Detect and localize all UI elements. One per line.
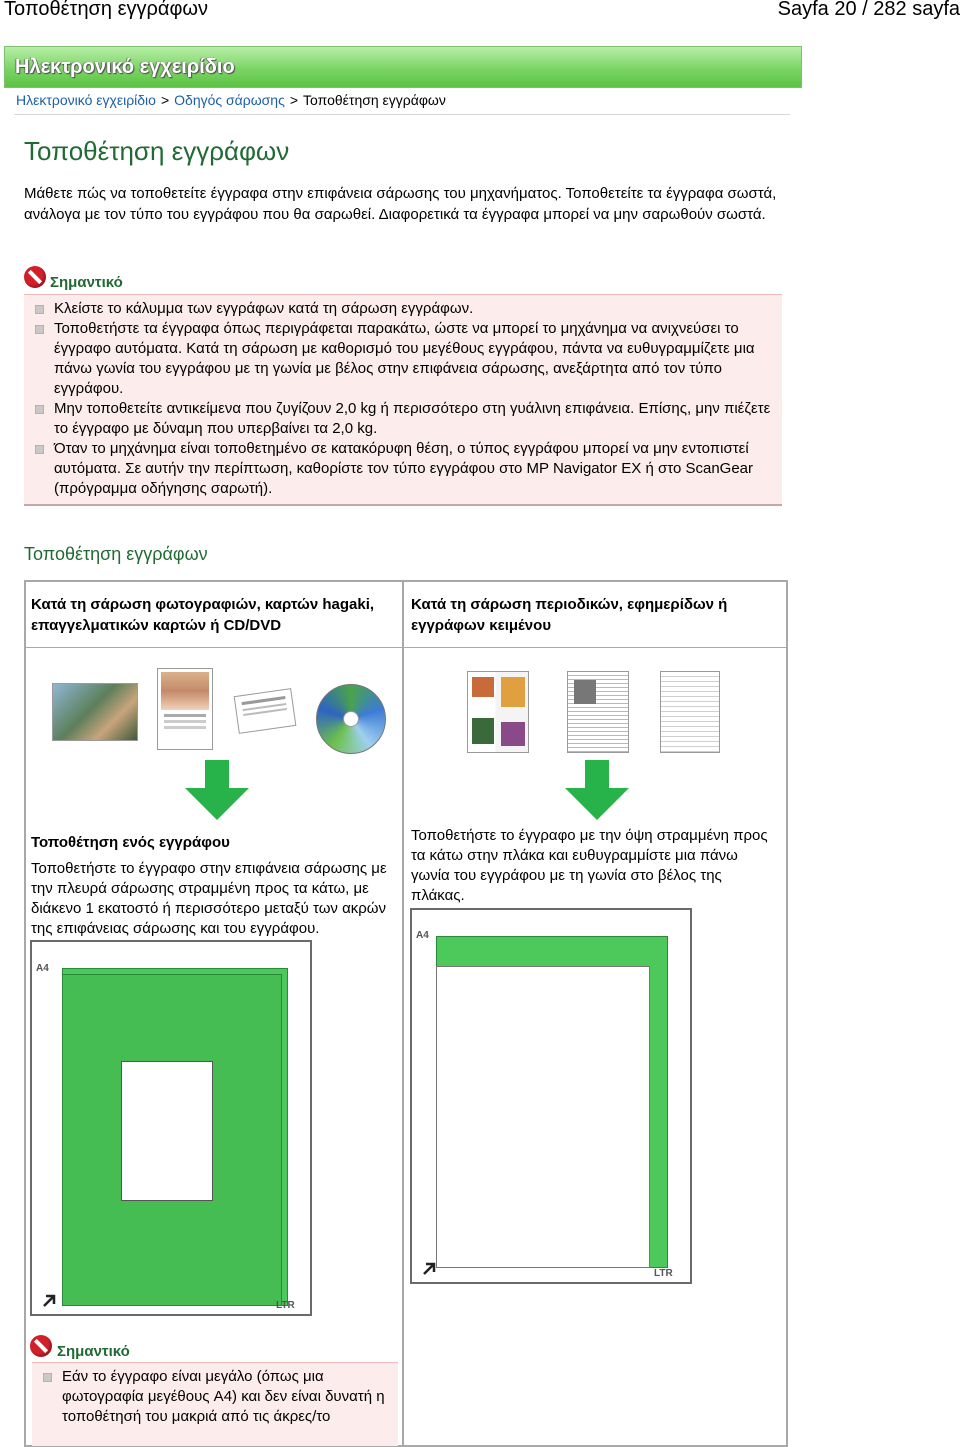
important-note-2 xyxy=(32,1362,398,1446)
a4-label: A4 xyxy=(36,963,49,974)
list-item: Όταν το μηχάνημα είναι τοποθετημένο σε κατακόρυφη θέση, ο τύπος εγγράφου μπορεί να μην εντοπιστεί αυτόματα. Σε αυτήν την περίπτωση, καθορίστε τον τύπο εγγράφου στο MP Navigator EX ή στο ScanGear (πρόγραμμα οδήγησης σαρωτή). xyxy=(24,439,782,499)
platen-diagram-right xyxy=(410,908,692,1284)
list-item: Εάν το έγγραφο είναι μεγάλο (όπως μια φωτογραφία μεγέθους A4) και δεν είναι δυνατή η τοποθέτησή του μακριά από τις άκρες/το xyxy=(32,1367,398,1427)
single-document-instructions: Τοποθετήστε το έγγραφο στην επιφάνεια σάρωσης με την πλευρά σάρωσης στραμμένη προς τα κάτω, με διάκενο 1 εκατοστό ή περισσότερο μεταξύ των ακρών της επιφάνειας σάρωσης και του εγγράφου. xyxy=(31,860,387,937)
breadcrumb-separator: > xyxy=(289,92,299,108)
section-title: Τοποθέτηση εγγράφων xyxy=(24,544,208,564)
prohibited-icon xyxy=(30,1335,52,1357)
table-header-divider xyxy=(24,647,788,648)
manual-banner xyxy=(4,46,802,88)
breadcrumb-current: Τοποθέτηση εγγράφων xyxy=(303,92,446,108)
magazine-thumbnail xyxy=(467,671,529,753)
disc-thumbnail xyxy=(316,684,386,754)
list-item: Κλείστε το κάλυμμα των εγγράφων κατά τη σάρωση εγγράφων. xyxy=(24,299,782,319)
ltr-label: LTR xyxy=(654,1268,673,1279)
left-column-header: Κατά τη σάρωση φωτογραφιών, καρτών hagaki, επαγγελματικών καρτών ή CD/DVD xyxy=(31,596,375,634)
breadcrumb-link-manual[interactable]: Ηλεκτρονικό εγχειρίδιο xyxy=(16,92,156,108)
magazine-instructions: Τοποθετήστε το έγγραφο με την όψη στραμμένη προς τα κάτω στην πλάκα και ευθυγραμμίστε μια πάνω γωνία του εγγράφου με τη γωνία στο βέλος της πλάκας. xyxy=(411,827,768,904)
corner-arrow-icon xyxy=(422,1261,436,1275)
important-list xyxy=(32,1367,398,1427)
list-item: Μην τοποθετείτε αντικείμενα που ζυγίζουν 2,0 kg ή περισσότερο στη γυάλινη επιφάνεια. Επίσης, μην πιέζετε το έγγραφο με δύναμη που υπερβαίνει τα 2,0 kg. xyxy=(24,399,782,439)
page-number: Sayfa 20 / 282 sayfa xyxy=(777,0,960,20)
group-photo-thumbnail xyxy=(52,683,138,741)
list-item: Τοποθετήστε τα έγγραφα όπως περιγράφεται παρακάτω, ώστε να μπορεί το μηχάνημα να ανιχνεύσει το έγγραφο αυτόματα. Κατά τη σάρωση με καθορισμό του μεγέθους εγγράφου, πάντα να ευθυγραμμίζετε μια πάνω γωνία του εγγράφου με τη γωνία με βέλος στην επιφάνεια σάρωσης, ανεξάρτητα από τον τύπο εγγράφου. xyxy=(24,319,782,399)
newspaper-thumbnail xyxy=(567,671,629,753)
important-list xyxy=(24,299,782,499)
right-column-header: Κατά τη σάρωση περιοδικών, εφημερίδων ή εγγράφων κειμένου xyxy=(411,596,728,634)
breadcrumb-link-scan-guide[interactable]: Οδηγός σάρωσης xyxy=(174,92,285,108)
photo-document-thumbnail xyxy=(157,668,213,750)
page-title: Τοποθέτηση εγγράφων xyxy=(24,136,290,166)
breadcrumb-divider xyxy=(14,114,790,115)
photo-document-placed xyxy=(121,1061,213,1201)
corner-arrow-icon xyxy=(42,1293,56,1307)
platen-diagram-left xyxy=(30,940,312,1316)
intro-paragraph: Μάθετε πώς να τοποθετείτε έγγραφα στην επιφάνεια σάρωσης του μηχανήματος. Τοποθετείτε τα έγγραφα σωστά, ανάλογα με τον τύπο του εγγράφου που θα σαρωθεί. Διαφορετικά τα έγγραφα μπορεί να μην σαρωθούν σωστά. xyxy=(24,185,777,223)
ltr-label: LTR xyxy=(276,1300,295,1311)
page-header-title: Τοποθέτηση εγγράφων xyxy=(4,0,209,20)
banner-title: Ηλεκτρονικό εγχειρίδιο xyxy=(15,56,235,78)
breadcrumb xyxy=(16,92,446,108)
business-card-thumbnail xyxy=(234,688,297,734)
a4-label: A4 xyxy=(416,930,429,941)
text-document-thumbnail xyxy=(660,671,720,753)
arrow-down-icon xyxy=(565,760,629,820)
important-label: Σημαντικό xyxy=(57,1343,130,1360)
breadcrumb-separator: > xyxy=(160,92,170,108)
arrow-down-icon xyxy=(185,760,249,820)
single-document-subtitle: Τοποθέτηση ενός εγγράφου xyxy=(31,834,230,851)
text-document-placed xyxy=(436,966,650,1268)
important-note xyxy=(24,294,782,506)
table-column-divider xyxy=(402,580,404,1447)
important-label: Σημαντικό xyxy=(50,274,123,291)
prohibited-icon xyxy=(24,266,46,288)
